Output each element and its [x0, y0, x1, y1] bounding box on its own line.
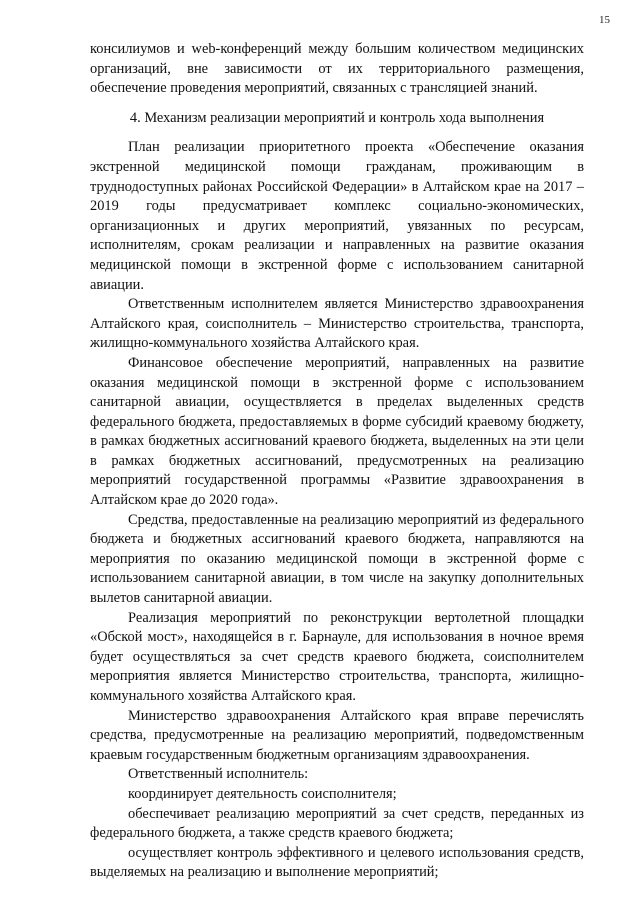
paragraph: Средства, предоставленные на реализацию мероприятий из федерального бюджета и бюджетных ассигнований краевого бюджета, направляются на мероприятия по оказанию медицинской помощи в экстренной форме с использованием санитарной авиации, в том числе на закупку дополнительных вылетов санитарной авиации. — [90, 511, 584, 607]
list-item: осуществляет контроль эффективного и целевого использования средств, выделяемых на реализацию и выполнение мероприятий; — [90, 844, 584, 881]
paragraph: консилиумов и web-конференций между большим количеством медицинских организаций, вне зависимости от их территориального размещения, обеспечение проведения мероприятий, связанных с трансляцией знаний. — [90, 41, 584, 97]
document-body — [90, 40, 584, 883]
list-item: обеспечивает реализацию мероприятий за счет средств, переданных из федерального бюджета, а также средств краевого бюджета; — [90, 805, 584, 842]
section-heading: 4. Механизм реализации мероприятий и контроль хода выполнения — [129, 109, 545, 126]
paragraph: Ответственный исполнитель: — [128, 766, 309, 783]
paragraph: План реализации приоритетного проекта «Обеспечение оказания экстренной медицинской помощи гражданам, проживающим в труднодоступных районах Российской Федерации» в Алтайском крае на 2017 – 2019 годы предусматривает комплекс социально-экономических, организационных и других мероприятий, увязанных по ресурсам, исполнителям, срокам реализации и направленных на развитие оказания медицинской помощи в экстренной форме с использованием санитарной авиации. — [90, 139, 584, 293]
page-number: 15 — [599, 14, 610, 26]
paragraph: Реализация мероприятий по реконструкции вертолетной площадки «Обской мост», находящейся в г. Барнауле, для использования в ночное время будет осуществляться за счет средств краевого бюджета, соисполнителем мероприятия является Министерство строительства, транспорта, жилищно-коммунального хозяйства Алтайского края. — [90, 609, 584, 704]
list-item: координирует деятельность соисполнителя; — [128, 785, 397, 802]
paragraph: Финансовое обеспечение мероприятий, направленных на развитие оказания медицинской помощи в экстренной форме с использованием санитарной авиации, осуществляется в пределах выделенных средств федерального бюджета, предоставляемых в форме субсидий краевому бюджету, в рамках бюджетных ассигнований краевого бюджета, выделенных на эти цели в рамках бюджетных ассигнований, предусмотренных на реализацию мероприятий государственной программы «Развитие здравоохранения в Алтайском крае до 2020 года». — [90, 354, 584, 509]
paragraph: Ответственным исполнителем является Министерство здравоохранения Алтайского края, соисполнитель – Министерство строительства, транспорта, жилищно-коммунального хозяйства Алтайского края. — [90, 296, 584, 352]
paragraph: Министерство здравоохранения Алтайского края вправе перечислять средства, предусмотренные на реализацию мероприятий, подведомственным краевым государственным бюджетным организациям здравоохранения. — [90, 707, 584, 763]
